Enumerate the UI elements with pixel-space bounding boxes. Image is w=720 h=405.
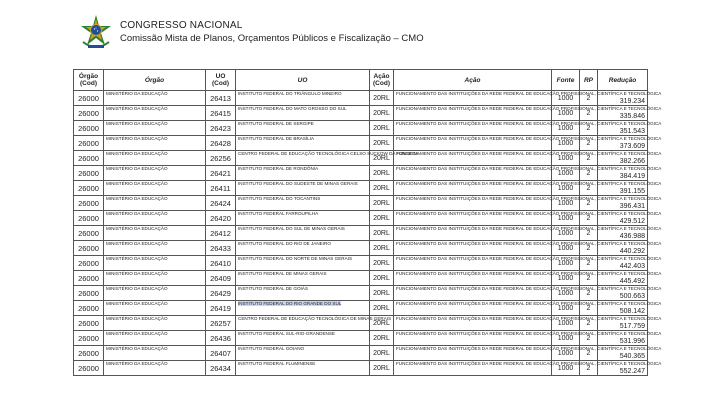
fonte-cell: 1000 — [552, 241, 580, 256]
rp-cell: 2 — [580, 361, 598, 376]
orgao-cod-cell: 26000 — [74, 166, 104, 181]
uo-cell: INSTITUTO FEDERAL DE MINAS GERAIS — [236, 271, 370, 286]
orgao-cod-cell: 26000 — [74, 271, 104, 286]
orgao-cod-cell: 26000 — [74, 346, 104, 361]
orgao-cod-cell: 26000 — [74, 316, 104, 331]
commission-name: Comissão Mista de Planos, Orçamentos Públicos e Fiscalização – CMO — [120, 33, 424, 44]
fonte-cell: 1000 — [552, 316, 580, 331]
acao-cell: FUNCIONAMENTO DAS INSTITUIÇÕES DA REDE FEDERAL DE EDUCAÇÃO PROFISSIONAL, CIENTÍFICA E TECNOLÓGICA — [394, 151, 552, 166]
acao-cell: FUNCIONAMENTO DAS INSTITUIÇÕES DA REDE FEDERAL DE EDUCAÇÃO PROFISSIONAL, CIENTÍFICA E TECNOLÓGICA — [394, 301, 552, 316]
fonte-cell: 1000 — [552, 211, 580, 226]
fonte-cell: 1000 — [552, 226, 580, 241]
orgao-cod-cell: 26000 — [74, 181, 104, 196]
table-row — [74, 121, 648, 136]
table-row — [74, 256, 648, 271]
uo-cod-cell: 26415 — [206, 106, 236, 121]
orgao-cell: MINISTÉRIO DA EDUCAÇÃO — [104, 361, 206, 376]
fonte-cell: 1000 — [552, 301, 580, 316]
uo-cod-cell: 26411 — [206, 181, 236, 196]
uo-cell: INSTITUTO FEDERAL DO MATO GROSSO DO SUL — [236, 106, 370, 121]
acao-cod-cell: 20RL — [370, 226, 394, 241]
orgao-cod-cell: 26000 — [74, 196, 104, 211]
acao-cod-cell: 20RL — [370, 301, 394, 316]
document-header — [78, 14, 678, 54]
orgao-cell: MINISTÉRIO DA EDUCAÇÃO — [104, 181, 206, 196]
acao-cod-cell: 20RL — [370, 271, 394, 286]
uo-cell: INSTITUTO FEDERAL DO SUDESTE DE MINAS GERAIS — [236, 181, 370, 196]
orgao-cell: MINISTÉRIO DA EDUCAÇÃO — [104, 241, 206, 256]
orgao-cell: MINISTÉRIO DA EDUCAÇÃO — [104, 166, 206, 181]
uo-cell: INSTITUTO FEDERAL DO TOCANTINS — [236, 196, 370, 211]
acao-cell: FUNCIONAMENTO DAS INSTITUIÇÕES DA REDE FEDERAL DE EDUCAÇÃO PROFISSIONAL, CIENTÍFICA E TECNOLÓGICA — [394, 241, 552, 256]
reducao-cell: 500.663 — [598, 286, 648, 301]
uo-cell: CENTRO FEDERAL DE EDUCAÇÃO TECNOLÓGICA DE MINAS GERAIS — [236, 316, 370, 331]
uo-cod-cell: 26413 — [206, 91, 236, 106]
rp-cell: 2 — [580, 286, 598, 301]
uo-cell: INSTITUTO FEDERAL DE BRASÍLIA — [236, 136, 370, 151]
reducao-cell: 382.266 — [598, 151, 648, 166]
rp-cell: 2 — [580, 196, 598, 211]
rp-cell: 2 — [580, 241, 598, 256]
table-row — [74, 166, 648, 181]
fonte-cell: 1000 — [552, 166, 580, 181]
orgao-cell: MINISTÉRIO DA EDUCAÇÃO — [104, 196, 206, 211]
table-row — [74, 331, 648, 346]
acao-cod-cell: 20RL — [370, 316, 394, 331]
highlighted-text: INSTITUTO FEDERAL DO RIO GRANDE DO SUL — [238, 301, 342, 306]
organization-name: CONGRESSO NACIONAL — [120, 20, 243, 31]
acao-cod-cell: 20RL — [370, 166, 394, 181]
reducao-cell: 517.759 — [598, 316, 648, 331]
rp-cell: 2 — [580, 181, 598, 196]
acao-cell: FUNCIONAMENTO DAS INSTITUIÇÕES DA REDE FEDERAL DE EDUCAÇÃO PROFISSIONAL, CIENTÍFICA E TECNOLÓGICA — [394, 271, 552, 286]
acao-cod-cell: 20RL — [370, 181, 394, 196]
reducao-cell: 508.142 — [598, 301, 648, 316]
fonte-cell: 1000 — [552, 346, 580, 361]
rp-cell: 2 — [580, 91, 598, 106]
table-row — [74, 151, 648, 166]
uo-cod-cell: 26256 — [206, 151, 236, 166]
uo-cod-cell: 26410 — [206, 256, 236, 271]
acao-cod-cell: 20RL — [370, 361, 394, 376]
table-row — [74, 106, 648, 121]
uo-cod-cell: 26423 — [206, 121, 236, 136]
acao-cell: FUNCIONAMENTO DAS INSTITUIÇÕES DA REDE FEDERAL DE EDUCAÇÃO PROFISSIONAL, CIENTÍFICA E TECNOLÓGICA — [394, 166, 552, 181]
acao-cod-cell: 20RL — [370, 211, 394, 226]
orgao-cell: MINISTÉRIO DA EDUCAÇÃO — [104, 151, 206, 166]
acao-cell: FUNCIONAMENTO DAS INSTITUIÇÕES DA REDE FEDERAL DE EDUCAÇÃO PROFISSIONAL, CIENTÍFICA E TECNOLÓGICA — [394, 346, 552, 361]
reducao-cell: 391.155 — [598, 181, 648, 196]
orgao-cell: MINISTÉRIO DA EDUCAÇÃO — [104, 136, 206, 151]
rp-cell: 2 — [580, 346, 598, 361]
uo-cell: INSTITUTO FEDERAL SUL-RIO-GRANDENSE — [236, 331, 370, 346]
fonte-cell: 1000 — [552, 256, 580, 271]
orgao-cell: MINISTÉRIO DA EDUCAÇÃO — [104, 286, 206, 301]
reducao-cell: 319.234 — [598, 91, 648, 106]
orgao-cod-cell: 26000 — [74, 256, 104, 271]
reducao-cell: 440.292 — [598, 241, 648, 256]
orgao-cell: MINISTÉRIO DA EDUCAÇÃO — [104, 316, 206, 331]
uo-cod-cell: 26429 — [206, 286, 236, 301]
fonte-cell: 1000 — [552, 121, 580, 136]
table-header-row — [74, 70, 648, 91]
orgao-cod-cell: 26000 — [74, 286, 104, 301]
acao-cell: FUNCIONAMENTO DAS INSTITUIÇÕES DA REDE FEDERAL DE EDUCAÇÃO PROFISSIONAL, CIENTÍFICA E TECNOLÓGICA — [394, 91, 552, 106]
orgao-cod-cell: 26000 — [74, 226, 104, 241]
rp-cell: 2 — [580, 151, 598, 166]
table-row — [74, 211, 648, 226]
acao-cod-cell: 20RL — [370, 136, 394, 151]
acao-cod-cell: 20RL — [370, 286, 394, 301]
acao-cell: FUNCIONAMENTO DAS INSTITUIÇÕES DA REDE FEDERAL DE EDUCAÇÃO PROFISSIONAL, CIENTÍFICA E TECNOLÓGICA — [394, 196, 552, 211]
acao-cod-cell: 20RL — [370, 106, 394, 121]
rp-cell: 2 — [580, 301, 598, 316]
orgao-cell: MINISTÉRIO DA EDUCAÇÃO — [104, 256, 206, 271]
orgao-cell: MINISTÉRIO DA EDUCAÇÃO — [104, 271, 206, 286]
uo-cod-cell: 26420 — [206, 211, 236, 226]
orgao-cod-cell: 26000 — [74, 301, 104, 316]
reducao-cell: 531.996 — [598, 331, 648, 346]
header-acao-cod: Ação (Cod) — [370, 70, 394, 91]
fonte-cell: 1000 — [552, 181, 580, 196]
table-row — [74, 226, 648, 241]
acao-cod-cell: 20RL — [370, 151, 394, 166]
rp-cell: 2 — [580, 106, 598, 121]
acao-cell: FUNCIONAMENTO DAS INSTITUIÇÕES DA REDE FEDERAL DE EDUCAÇÃO PROFISSIONAL, CIENTÍFICA E TECNOLÓGICA — [394, 106, 552, 121]
uo-cod-cell: 26434 — [206, 361, 236, 376]
rp-cell: 2 — [580, 121, 598, 136]
acao-cod-cell: 20RL — [370, 196, 394, 211]
orgao-cod-cell: 26000 — [74, 361, 104, 376]
orgao-cell: MINISTÉRIO DA EDUCAÇÃO — [104, 226, 206, 241]
rp-cell: 2 — [580, 166, 598, 181]
orgao-cod-cell: 26000 — [74, 121, 104, 136]
uo-cod-cell: 26412 — [206, 226, 236, 241]
acao-cod-cell: 20RL — [370, 331, 394, 346]
budget-reduction-table — [73, 69, 662, 376]
reducao-cell: 552.247 — [598, 361, 648, 376]
uo-cell: INSTITUTO FEDERAL DE RONDÔNIA — [236, 166, 370, 181]
fonte-cell: 1000 — [552, 361, 580, 376]
acao-cod-cell: 20RL — [370, 346, 394, 361]
uo-cod-cell: 26436 — [206, 331, 236, 346]
header-uo-cod: UO (Cod) — [206, 70, 236, 91]
reducao-cell: 445.492 — [598, 271, 648, 286]
uo-cell: INSTITUTO FEDERAL DO NORTE DE MINAS GERAIS — [236, 256, 370, 271]
reducao-cell: 396.431 — [598, 196, 648, 211]
acao-cell: FUNCIONAMENTO DAS INSTITUIÇÕES DA REDE FEDERAL DE EDUCAÇÃO PROFISSIONAL, CIENTÍFICA E TECNOLÓGICA — [394, 211, 552, 226]
fonte-cell: 1000 — [552, 196, 580, 211]
reducao-cell: 429.512 — [598, 211, 648, 226]
table-row — [74, 271, 648, 286]
table-row — [74, 91, 648, 106]
acao-cell: FUNCIONAMENTO DAS INSTITUIÇÕES DA REDE FEDERAL DE EDUCAÇÃO PROFISSIONAL, CIENTÍFICA E TECNOLÓGICA — [394, 286, 552, 301]
table-row — [74, 361, 648, 376]
acao-cell: FUNCIONAMENTO DAS INSTITUIÇÕES DA REDE FEDERAL DE EDUCAÇÃO PROFISSIONAL, CIENTÍFICA E TECNOLÓGICA — [394, 121, 552, 136]
uo-cod-cell: 26407 — [206, 346, 236, 361]
orgao-cell: MINISTÉRIO DA EDUCAÇÃO — [104, 91, 206, 106]
orgao-cod-cell: 26000 — [74, 106, 104, 121]
uo-cod-cell: 26421 — [206, 166, 236, 181]
table-row — [74, 241, 648, 256]
reducao-cell: 442.403 — [598, 256, 648, 271]
table-row — [74, 136, 648, 151]
header-acao: Ação — [394, 70, 552, 91]
header-orgao-cod: Órgão (Cod) — [74, 70, 104, 91]
fonte-cell: 1000 — [552, 91, 580, 106]
reducao-cell: 351.543 — [598, 121, 648, 136]
reducao-cell: 540.365 — [598, 346, 648, 361]
orgao-cod-cell: 26000 — [74, 211, 104, 226]
orgao-cell: MINISTÉRIO DA EDUCAÇÃO — [104, 331, 206, 346]
orgao-cod-cell: 26000 — [74, 151, 104, 166]
uo-cod-cell: 26424 — [206, 196, 236, 211]
fonte-cell: 1000 — [552, 331, 580, 346]
table-row — [74, 316, 648, 331]
acao-cell: FUNCIONAMENTO DAS INSTITUIÇÕES DA REDE FEDERAL DE EDUCAÇÃO PROFISSIONAL, CIENTÍFICA E TECNOLÓGICA — [394, 226, 552, 241]
reducao-cell: 436.988 — [598, 226, 648, 241]
orgao-cell: MINISTÉRIO DA EDUCAÇÃO — [104, 106, 206, 121]
uo-cell: INSTITUTO FEDERAL DE SERGIPE — [236, 121, 370, 136]
uo-cod-cell: 26257 — [206, 316, 236, 331]
acao-cell: FUNCIONAMENTO DAS INSTITUIÇÕES DA REDE FEDERAL DE EDUCAÇÃO PROFISSIONAL, CIENTÍFICA E TECNOLÓGICA — [394, 181, 552, 196]
fonte-cell: 1000 — [552, 286, 580, 301]
orgao-cod-cell: 26000 — [74, 91, 104, 106]
uo-cod-cell: 26409 — [206, 271, 236, 286]
acao-cell: FUNCIONAMENTO DAS INSTITUIÇÕES DA REDE FEDERAL DE EDUCAÇÃO PROFISSIONAL, CIENTÍFICA E TECNOLÓGICA — [394, 361, 552, 376]
rp-cell: 2 — [580, 226, 598, 241]
orgao-cod-cell: 26000 — [74, 241, 104, 256]
rp-cell: 2 — [580, 316, 598, 331]
uo-cell: CENTRO FEDERAL DE EDUCAÇÃO TECNOLÓGICA CELSO SUCKOW DA FONSECA — [236, 151, 370, 166]
acao-cod-cell: 20RL — [370, 91, 394, 106]
acao-cod-cell: 20RL — [370, 241, 394, 256]
orgao-cell: MINISTÉRIO DA EDUCAÇÃO — [104, 346, 206, 361]
brazil-coat-of-arms-icon — [78, 14, 114, 52]
orgao-cod-cell: 26000 — [74, 331, 104, 346]
uo-cell: INSTITUTO FEDERAL GOIANO — [236, 346, 370, 361]
header-uo: UO — [236, 70, 370, 91]
rp-cell: 2 — [580, 256, 598, 271]
uo-cell — [236, 301, 370, 316]
fonte-cell: 1000 — [552, 271, 580, 286]
uo-cell: INSTITUTO FEDERAL DE GOIÁS — [236, 286, 370, 301]
uo-cell: INSTITUTO FEDERAL FLUMINENSE — [236, 361, 370, 376]
table-row — [74, 196, 648, 211]
acao-cell: FUNCIONAMENTO DAS INSTITUIÇÕES DA REDE FEDERAL DE EDUCAÇÃO PROFISSIONAL, CIENTÍFICA E TECNOLÓGICA — [394, 331, 552, 346]
table-row — [74, 181, 648, 196]
reducao-cell: 384.419 — [598, 166, 648, 181]
uo-cell: INSTITUTO FEDERAL FARROUPILHA — [236, 211, 370, 226]
orgao-cell: MINISTÉRIO DA EDUCAÇÃO — [104, 211, 206, 226]
acao-cod-cell: 20RL — [370, 121, 394, 136]
acao-cod-cell: 20RL — [370, 256, 394, 271]
uo-cod-cell: 26419 — [206, 301, 236, 316]
uo-cell: INSTITUTO FEDERAL DO RIO DE JANEIRO — [236, 241, 370, 256]
uo-cell: INSTITUTO FEDERAL DO TRIÂNGULO MINEIRO — [236, 91, 370, 106]
acao-cell: FUNCIONAMENTO DAS INSTITUIÇÕES DA REDE FEDERAL DE EDUCAÇÃO PROFISSIONAL, CIENTÍFICA E TECNOLÓGICA — [394, 256, 552, 271]
acao-cell: FUNCIONAMENTO DAS INSTITUIÇÕES DA REDE FEDERAL DE EDUCAÇÃO PROFISSIONAL, CIENTÍFICA E TECNOLÓGICA — [394, 136, 552, 151]
uo-cod-cell: 26428 — [206, 136, 236, 151]
fonte-cell: 1000 — [552, 136, 580, 151]
table-row — [74, 346, 648, 361]
table-row — [74, 301, 648, 316]
rp-cell: 2 — [580, 331, 598, 346]
fonte-cell: 1000 — [552, 106, 580, 121]
header-orgao: Órgão — [104, 70, 206, 91]
rp-cell: 2 — [580, 211, 598, 226]
orgao-cell: MINISTÉRIO DA EDUCAÇÃO — [104, 121, 206, 136]
orgao-cod-cell: 26000 — [74, 136, 104, 151]
header-fonte: Fonte — [552, 70, 580, 91]
uo-cell: INSTITUTO FEDERAL DO SUL DE MINAS GERAIS — [236, 226, 370, 241]
table-row — [74, 286, 648, 301]
orgao-cell: MINISTÉRIO DA EDUCAÇÃO — [104, 301, 206, 316]
header-reducao: Redução — [598, 70, 648, 91]
reducao-cell: 373.609 — [598, 136, 648, 151]
fonte-cell: 1000 — [552, 151, 580, 166]
rp-cell: 2 — [580, 136, 598, 151]
acao-cell: FUNCIONAMENTO DAS INSTITUIÇÕES DA REDE FEDERAL DE EDUCAÇÃO PROFISSIONAL, CIENTÍFICA E TECNOLÓGICA — [394, 316, 552, 331]
uo-cod-cell: 26433 — [206, 241, 236, 256]
header-rp: RP — [580, 70, 598, 91]
reducao-cell: 335.846 — [598, 106, 648, 121]
rp-cell: 2 — [580, 271, 598, 286]
